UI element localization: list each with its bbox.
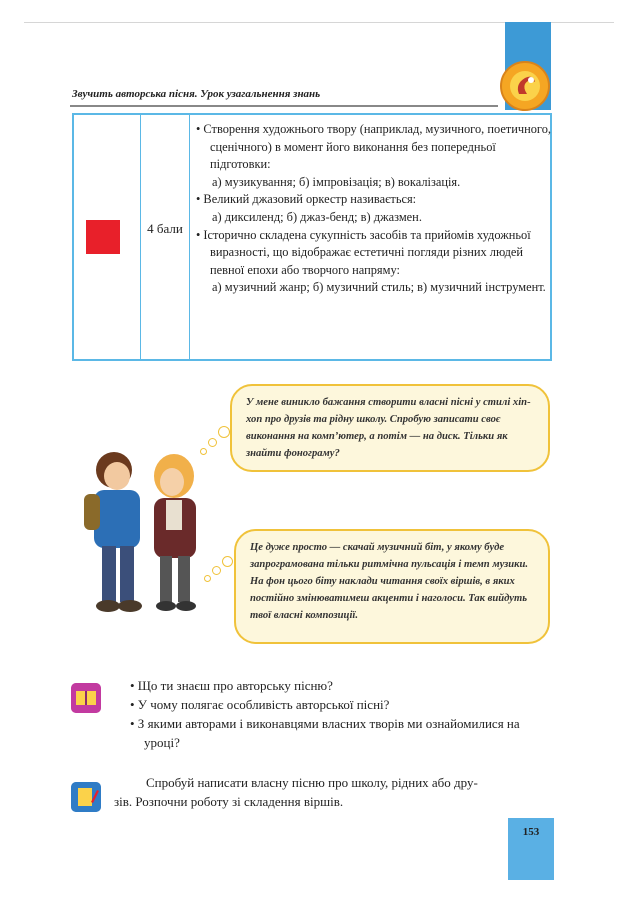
questions-cell — [196, 121, 552, 297]
header-rule — [70, 105, 498, 107]
table-question: • Створення художнього твору (наприклад, музичного, поетичного, сценічного) в момент його виконання без попередньої підготовки: — [196, 122, 551, 172]
review-question: • З якими авторами і виконавцями власних творів ми ознайомилися на уроці? — [130, 716, 520, 750]
table-question: • Історично складена сукупність засобів та прийомів художньої виразності, що відображає естетичні погляди різних людей певної епохи або творчого напряму: — [196, 227, 531, 277]
thought-dot — [218, 426, 230, 438]
page-header: Звучить авторська пісня. Урок узагальнення знань — [72, 88, 321, 100]
review-questions — [118, 676, 558, 752]
points-cell — [141, 115, 190, 359]
book-icon — [71, 683, 101, 713]
table-answers: а) музикування; б) імпровізація; в) вокалізація. — [212, 174, 461, 189]
page-number: 153 — [522, 826, 540, 838]
music-emblem-icon — [497, 58, 553, 114]
test-table — [72, 113, 552, 361]
creative-task — [114, 773, 560, 811]
review-question: • Що ти знаєш про авторську пісню? — [130, 678, 333, 693]
teenagers-illustration — [62, 440, 232, 620]
task-line: зів. Розпочни роботу зі складення віршів. — [114, 794, 344, 809]
speech-bubble-answer: Це дуже просто — скачай музичний біт, у якому буде запрограмована тільки ритмічна пульсація і темп музики. На фон цього біту наклади читання своїх віршів, в яких постійно змінюватимеш акценти і наголоси. Так вийдуть твої власні композиції. — [234, 529, 550, 644]
pencil-note-icon — [71, 782, 101, 812]
thought-dot — [204, 575, 211, 582]
marker-cell — [74, 115, 141, 359]
table-question: • Великий джазовий оркестр називається: — [196, 192, 417, 207]
speech-bubble-question: У мене виникло бажання створити власні пісні у стилі хіп-хоп про друзів та рідну школу. Спробую записати своє виконання на комп’ютер, а потім — на диск. Тільки як знайти фонограму? — [230, 384, 550, 472]
task-line: Спробуй написати власну пісню про школу, рідних або дру- — [146, 775, 478, 790]
thought-dot — [222, 556, 233, 567]
review-question: • У чому полягає особливість авторської пісні? — [130, 697, 390, 712]
points-label: 4 бали — [147, 221, 183, 236]
thought-dot — [212, 566, 221, 575]
table-answers: а) музичний жанр; б) музичний стиль; в) музичний інструмент. — [212, 280, 546, 295]
table-answers: а) диксиленд; б) джаз-бенд; в) джазмен. — [212, 209, 422, 224]
red-level-marker — [86, 220, 120, 254]
